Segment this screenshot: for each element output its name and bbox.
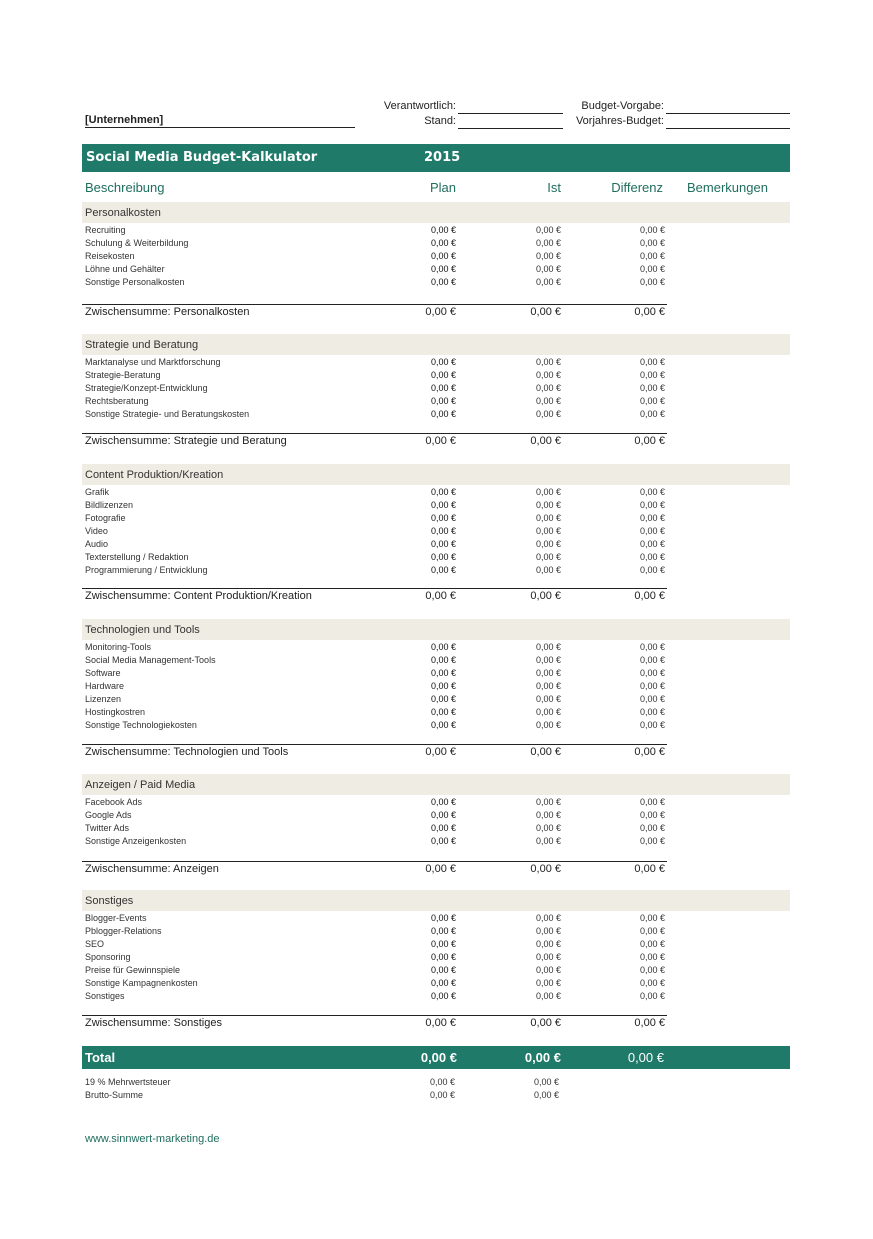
- row-actual[interactable]: 0,00 €: [535, 383, 561, 393]
- subtotal-diff: 0,00 €: [634, 1017, 665, 1029]
- row-label[interactable]: Blogger-Events: [85, 913, 147, 923]
- row-actual[interactable]: 0,00 €: [535, 225, 561, 235]
- subtotal-actual: 0,00 €: [530, 306, 561, 318]
- table-row: [85, 668, 665, 681]
- row-actual[interactable]: 0,00 €: [535, 836, 561, 846]
- row-actual[interactable]: 0,00 €: [535, 642, 561, 652]
- total-diff: 0,00 €: [627, 1050, 664, 1065]
- table-row: [85, 264, 665, 277]
- row-label[interactable]: Fotografie: [85, 513, 126, 523]
- section-title: Technologien und Tools: [85, 624, 200, 636]
- row-actual[interactable]: 0,00 €: [535, 991, 561, 1001]
- subtotal-diff: 0,00 €: [634, 590, 665, 602]
- row-label[interactable]: Schulung & Weiterbildung: [85, 238, 189, 248]
- row-actual[interactable]: 0,00 €: [535, 939, 561, 949]
- row-label[interactable]: Sonstiges: [85, 991, 125, 1001]
- row-plan[interactable]: 0,00 €: [430, 526, 456, 536]
- row-label[interactable]: Monitoring-Tools: [85, 642, 152, 652]
- row-actual[interactable]: 0,00 €: [535, 277, 561, 287]
- row-actual[interactable]: 0,00 €: [535, 409, 561, 419]
- total-plan: 0,00 €: [420, 1050, 457, 1065]
- table-row: [85, 655, 665, 668]
- subtotal-actual: 0,00 €: [530, 1017, 561, 1029]
- subtotal-plan: 0,00 €: [425, 435, 456, 447]
- row-plan[interactable]: 0,00 €: [430, 357, 456, 367]
- responsible-field[interactable]: [458, 100, 563, 114]
- table-row: [85, 810, 665, 823]
- row-diff: 0,00 €: [639, 370, 665, 380]
- subtotal-label: Zwischensumme: Anzeigen: [85, 863, 219, 875]
- row-plan[interactable]: 0,00 €: [430, 238, 456, 248]
- row-diff: 0,00 €: [639, 939, 665, 949]
- row-plan[interactable]: 0,00 €: [430, 500, 456, 510]
- responsible-label: Verantwortlich:: [383, 100, 456, 112]
- row-actual[interactable]: 0,00 €: [535, 913, 561, 923]
- table-row: [85, 277, 665, 290]
- table-row: [85, 500, 665, 513]
- subtotal-actual: 0,00 €: [530, 863, 561, 875]
- row-diff: 0,00 €: [639, 991, 665, 1001]
- subtotal-diff: 0,00 €: [634, 863, 665, 875]
- row-plan[interactable]: 0,00 €: [430, 277, 456, 287]
- subtotal-row: [85, 863, 665, 877]
- row-actual[interactable]: 0,00 €: [535, 694, 561, 704]
- row-plan[interactable]: 0,00 €: [430, 707, 456, 717]
- row-diff: 0,00 €: [639, 277, 665, 287]
- row-plan[interactable]: 0,00 €: [430, 370, 456, 380]
- row-actual[interactable]: 0,00 €: [535, 823, 561, 833]
- row-actual[interactable]: 0,00 €: [535, 487, 561, 497]
- row-actual[interactable]: 0,00 €: [535, 238, 561, 248]
- table-row: [85, 913, 665, 926]
- row-actual[interactable]: 0,00 €: [535, 539, 561, 549]
- table-row: [85, 797, 665, 810]
- row-plan[interactable]: 0,00 €: [430, 823, 456, 833]
- row-actual[interactable]: 0,00 €: [535, 357, 561, 367]
- footer-label: 19 % Mehrwertsteuer: [85, 1077, 171, 1087]
- row-plan[interactable]: 0,00 €: [430, 694, 456, 704]
- subtotal-label: Zwischensumme: Technologien und Tools: [85, 746, 289, 758]
- table-row: [85, 926, 665, 939]
- subtotal-row: [85, 590, 665, 604]
- row-diff: 0,00 €: [639, 552, 665, 562]
- table-row: [85, 952, 665, 965]
- row-label[interactable]: Audio: [85, 539, 109, 549]
- table-row: [85, 707, 665, 720]
- table-row: [85, 487, 665, 500]
- row-actual[interactable]: 0,00 €: [535, 500, 561, 510]
- table-row: [85, 681, 665, 694]
- row-label[interactable]: Rechtsberatung: [85, 396, 149, 406]
- subtotal-diff: 0,00 €: [634, 306, 665, 318]
- table-row: [85, 552, 665, 565]
- section-header: [82, 619, 790, 640]
- row-plan[interactable]: 0,00 €: [430, 383, 456, 393]
- row-label[interactable]: Reisekosten: [85, 251, 135, 261]
- table-row: [85, 238, 665, 251]
- table-row: [85, 409, 665, 422]
- subtotal-actual: 0,00 €: [530, 590, 561, 602]
- row-diff: 0,00 €: [639, 707, 665, 717]
- row-plan[interactable]: 0,00 €: [430, 487, 456, 497]
- section-header: [82, 202, 790, 223]
- row-actual[interactable]: 0,00 €: [535, 526, 561, 536]
- row-actual[interactable]: 0,00 €: [535, 552, 561, 562]
- section-title: Sonstiges: [85, 895, 134, 907]
- row-label[interactable]: Sonstige Personalkosten: [85, 277, 185, 287]
- total-bar: [82, 1046, 790, 1069]
- row-label[interactable]: Bildlizenzen: [85, 500, 134, 510]
- footer-plan: 0,00 €: [430, 1077, 456, 1087]
- row-label[interactable]: Strategie-Beratung: [85, 370, 161, 380]
- subtotal-diff: 0,00 €: [634, 746, 665, 758]
- row-label[interactable]: Twitter Ads: [85, 823, 130, 833]
- row-plan[interactable]: 0,00 €: [430, 251, 456, 261]
- subtotal-actual: 0,00 €: [530, 435, 561, 447]
- row-plan[interactable]: 0,00 €: [430, 396, 456, 406]
- row-diff: 0,00 €: [639, 694, 665, 704]
- row-label[interactable]: Hostingkostren: [85, 707, 146, 717]
- row-diff: 0,00 €: [639, 655, 665, 665]
- row-label[interactable]: Software: [85, 668, 121, 678]
- row-diff: 0,00 €: [639, 409, 665, 419]
- row-actual[interactable]: 0,00 €: [535, 797, 561, 807]
- row-diff: 0,00 €: [639, 978, 665, 988]
- row-label[interactable]: Sponsoring: [85, 952, 131, 962]
- title-bar: [82, 144, 790, 172]
- section-header: [82, 890, 790, 911]
- row-actual[interactable]: 0,00 €: [535, 668, 561, 678]
- row-diff: 0,00 €: [639, 681, 665, 691]
- row-actual[interactable]: 0,00 €: [535, 396, 561, 406]
- row-diff: 0,00 €: [639, 487, 665, 497]
- subtotal-label: Zwischensumme: Sonstiges: [85, 1017, 222, 1029]
- row-label[interactable]: Sonstige Strategie- und Beratungskosten: [85, 409, 250, 419]
- row-diff: 0,00 €: [639, 810, 665, 820]
- row-diff: 0,00 €: [639, 913, 665, 923]
- row-diff: 0,00 €: [639, 539, 665, 549]
- subtotal-plan: 0,00 €: [425, 590, 456, 602]
- col-desc: Beschreibung: [85, 180, 165, 195]
- row-plan[interactable]: 0,00 €: [430, 642, 456, 652]
- row-label[interactable]: Preise für Gewinnspiele: [85, 965, 181, 975]
- row-diff: 0,00 €: [639, 396, 665, 406]
- footer-row: [85, 1090, 585, 1103]
- row-diff: 0,00 €: [639, 836, 665, 846]
- row-diff: 0,00 €: [639, 526, 665, 536]
- row-plan[interactable]: 0,00 €: [430, 552, 456, 562]
- table-row: [85, 965, 665, 978]
- row-diff: 0,00 €: [639, 513, 665, 523]
- row-actual[interactable]: 0,00 €: [535, 952, 561, 962]
- title-year[interactable]: 2015: [424, 150, 461, 165]
- table-row: [85, 357, 665, 370]
- row-diff: 0,00 €: [639, 823, 665, 833]
- row-label[interactable]: Pblogger-Relations: [85, 926, 162, 936]
- section-header: [82, 464, 790, 485]
- row-diff: 0,00 €: [639, 565, 665, 575]
- row-plan[interactable]: 0,00 €: [430, 913, 456, 923]
- row-plan[interactable]: 0,00 €: [430, 539, 456, 549]
- row-plan[interactable]: 0,00 €: [430, 991, 456, 1001]
- subtotal-label: Zwischensumme: Personalkosten: [85, 306, 250, 318]
- table-row: [85, 694, 665, 707]
- footer-label: Brutto-Summe: [85, 1090, 144, 1100]
- row-diff: 0,00 €: [639, 797, 665, 807]
- table-row: [85, 383, 665, 396]
- table-row: [85, 939, 665, 952]
- subtotal-divider: [82, 1015, 667, 1016]
- section-title: Personalkosten: [85, 207, 161, 219]
- row-diff: 0,00 €: [639, 642, 665, 652]
- col-diff: Differenz: [611, 180, 663, 195]
- table-row: [85, 565, 665, 578]
- row-label[interactable]: Google Ads: [85, 810, 132, 820]
- row-diff: 0,00 €: [639, 668, 665, 678]
- subtotal-divider: [82, 304, 667, 305]
- total-label: Total: [85, 1050, 116, 1065]
- footer-row: [85, 1077, 585, 1090]
- page-title: Social Media Budget-Kalkulator: [86, 150, 318, 165]
- total-actual: 0,00 €: [524, 1050, 561, 1065]
- subtotal-plan: 0,00 €: [425, 863, 456, 875]
- table-row: [85, 539, 665, 552]
- subtotal-row: [85, 746, 665, 760]
- row-label[interactable]: Sonstige Kampagnenkosten: [85, 978, 198, 988]
- row-plan[interactable]: 0,00 €: [430, 681, 456, 691]
- col-remarks: Bemerkungen: [687, 180, 768, 195]
- row-diff: 0,00 €: [639, 357, 665, 367]
- subtotal-row: [85, 1017, 665, 1031]
- row-actual[interactable]: 0,00 €: [535, 264, 561, 274]
- col-plan: Plan: [429, 180, 456, 195]
- row-diff: 0,00 €: [639, 952, 665, 962]
- row-actual[interactable]: 0,00 €: [535, 965, 561, 975]
- status-label: Stand:: [424, 115, 456, 127]
- row-plan[interactable]: 0,00 €: [430, 668, 456, 678]
- row-diff: 0,00 €: [639, 225, 665, 235]
- subtotal-diff: 0,00 €: [634, 435, 665, 447]
- subtotal-divider: [82, 433, 667, 434]
- row-actual[interactable]: 0,00 €: [535, 926, 561, 936]
- table-row: [85, 836, 665, 849]
- row-label[interactable]: Löhne und Gehälter: [85, 264, 165, 274]
- budget-target-field[interactable]: [666, 100, 790, 114]
- section-header: [82, 774, 790, 795]
- subtotal-row: [85, 435, 665, 449]
- section-header: [82, 334, 790, 355]
- footer-plan: 0,00 €: [430, 1090, 456, 1100]
- table-row: [85, 720, 665, 733]
- subtotal-divider: [82, 588, 667, 589]
- table-row: [85, 396, 665, 409]
- row-label[interactable]: SEO: [85, 939, 105, 949]
- row-label[interactable]: Programmierung / Entwicklung: [85, 565, 208, 575]
- subtotal-plan: 0,00 €: [425, 306, 456, 318]
- row-plan[interactable]: 0,00 €: [430, 939, 456, 949]
- subtotal-row: [85, 306, 665, 320]
- table-row: [85, 978, 665, 991]
- row-plan[interactable]: 0,00 €: [430, 810, 456, 820]
- row-actual[interactable]: 0,00 €: [535, 655, 561, 665]
- footer-actual: 0,00 €: [534, 1077, 560, 1087]
- row-label[interactable]: Lizenzen: [85, 694, 122, 704]
- row-label[interactable]: Recruiting: [85, 225, 126, 235]
- row-label[interactable]: Sonstige Technologiekosten: [85, 720, 197, 730]
- row-plan[interactable]: 0,00 €: [430, 836, 456, 846]
- row-plan[interactable]: 0,00 €: [430, 978, 456, 988]
- row-actual[interactable]: 0,00 €: [535, 720, 561, 730]
- table-row: [85, 251, 665, 264]
- row-actual[interactable]: 0,00 €: [535, 251, 561, 261]
- company-name[interactable]: [Unternehmen]: [85, 114, 355, 128]
- row-diff: 0,00 €: [639, 383, 665, 393]
- row-label[interactable]: Hardware: [85, 681, 125, 691]
- section-title: Anzeigen / Paid Media: [85, 779, 196, 791]
- row-actual[interactable]: 0,00 €: [535, 978, 561, 988]
- row-actual[interactable]: 0,00 €: [535, 565, 561, 575]
- row-diff: 0,00 €: [639, 926, 665, 936]
- table-row: [85, 642, 665, 655]
- subtotal-divider: [82, 861, 667, 862]
- row-plan[interactable]: 0,00 €: [430, 513, 456, 523]
- row-plan[interactable]: 0,00 €: [430, 409, 456, 419]
- row-label[interactable]: Marktanalyse und Marktforschung: [85, 357, 221, 367]
- row-diff: 0,00 €: [639, 500, 665, 510]
- subtotal-divider: [82, 744, 667, 745]
- prev-year-field[interactable]: [666, 115, 790, 129]
- section-title: Strategie und Beratung: [85, 339, 199, 351]
- subtotal-label: Zwischensumme: Strategie und Beratung: [85, 435, 287, 447]
- subtotal-actual: 0,00 €: [530, 746, 561, 758]
- row-actual[interactable]: 0,00 €: [535, 513, 561, 523]
- row-plan[interactable]: 0,00 €: [430, 655, 456, 665]
- subtotal-plan: 0,00 €: [425, 746, 456, 758]
- row-plan[interactable]: 0,00 €: [430, 720, 456, 730]
- row-label[interactable]: Grafik: [85, 487, 110, 497]
- row-diff: 0,00 €: [639, 965, 665, 975]
- subtotal-label: Zwischensumme: Content Produktion/Kreation: [85, 590, 312, 602]
- row-label[interactable]: Video: [85, 526, 108, 536]
- section-title: Content Produktion/Kreation: [85, 469, 224, 481]
- row-plan[interactable]: 0,00 €: [430, 952, 456, 962]
- budget-target-label: Budget-Vorgabe:: [581, 100, 664, 112]
- prev-year-label: Vorjahres-Budget:: [575, 115, 664, 127]
- col-actual: Ist: [547, 180, 561, 195]
- row-plan[interactable]: 0,00 €: [430, 797, 456, 807]
- table-row: [85, 823, 665, 836]
- row-label[interactable]: Social Media Management-Tools: [85, 655, 216, 665]
- row-actual[interactable]: 0,00 €: [535, 707, 561, 717]
- table-row: [85, 991, 665, 1004]
- footer-actual: 0,00 €: [534, 1090, 560, 1100]
- row-diff: 0,00 €: [639, 264, 665, 274]
- row-plan[interactable]: 0,00 €: [430, 565, 456, 575]
- table-row: [85, 370, 665, 383]
- row-diff: 0,00 €: [639, 720, 665, 730]
- table-row: [85, 526, 665, 539]
- row-label[interactable]: Facebook Ads: [85, 797, 143, 807]
- row-plan[interactable]: 0,00 €: [430, 264, 456, 274]
- row-diff: 0,00 €: [639, 251, 665, 261]
- row-actual[interactable]: 0,00 €: [535, 681, 561, 691]
- row-actual[interactable]: 0,00 €: [535, 370, 561, 380]
- row-plan[interactable]: 0,00 €: [430, 225, 456, 235]
- row-plan[interactable]: 0,00 €: [430, 926, 456, 936]
- row-label[interactable]: Strategie/Konzept-Entwicklung: [85, 383, 208, 393]
- row-actual[interactable]: 0,00 €: [535, 810, 561, 820]
- website-link[interactable]: www.sinnwert-marketing.de: [85, 1133, 220, 1145]
- row-label[interactable]: Texterstellung / Redaktion: [85, 552, 189, 562]
- status-field[interactable]: [458, 115, 563, 129]
- table-row: [85, 225, 665, 238]
- row-diff: 0,00 €: [639, 238, 665, 248]
- row-label[interactable]: Sonstige Anzeigenkosten: [85, 836, 187, 846]
- subtotal-plan: 0,00 €: [425, 1017, 456, 1029]
- row-plan[interactable]: 0,00 €: [430, 965, 456, 975]
- table-row: [85, 513, 665, 526]
